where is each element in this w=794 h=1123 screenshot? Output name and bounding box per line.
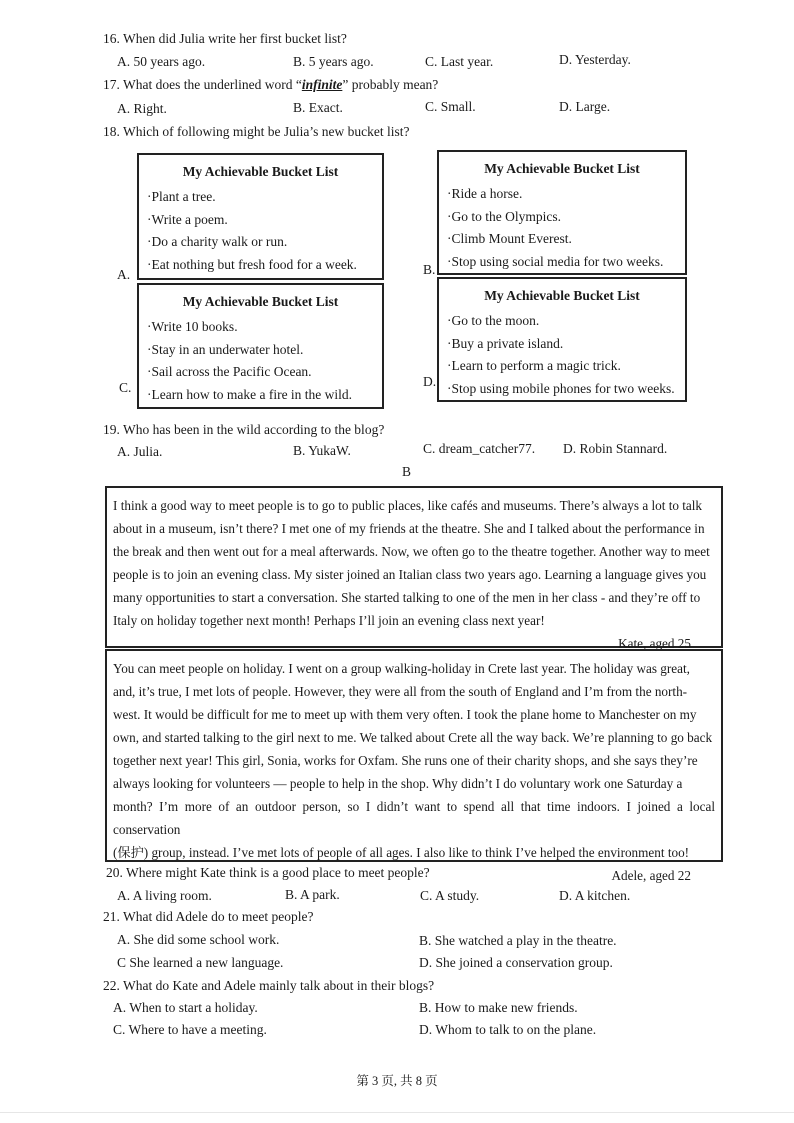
q17-stem-pre: 17. What does the underlined word “ bbox=[103, 77, 302, 92]
q17-option-c: C. Small. bbox=[425, 99, 476, 114]
bucket-list-d-title: My Achievable Bucket List bbox=[484, 288, 640, 303]
passage-adele-line: You can meet people on holiday. I went on a group walking-holiday in Crete last year. The holiday was great, bbox=[113, 661, 690, 676]
q22-stem: 22. What do Kate and Adele mainly talk about in their blogs? bbox=[103, 978, 435, 993]
q17-stem bbox=[103, 77, 438, 93]
passage-kate-line: people is to join an evening class. My sister joined an Italian class two years ago. Learning a language gives you bbox=[113, 567, 707, 582]
bucket-list-c bbox=[137, 283, 384, 409]
passage-adele-line: (保护) group, instead. I’ve met lots of people of all ages. I also like to think I’ve helped the environment too! bbox=[113, 845, 690, 860]
passage-kate bbox=[105, 486, 723, 651]
q17-stem-post: ” probably mean? bbox=[342, 77, 439, 92]
bucket-list-d bbox=[437, 277, 687, 402]
passage-kate-line: many opportunities to start a conversation. She started talking to one of the men in her class - and they’re off to bbox=[113, 590, 701, 605]
q22-option-d: D. Whom to talk to on the plane. bbox=[419, 1022, 597, 1037]
bucket-list-a-title: My Achievable Bucket List bbox=[182, 164, 339, 179]
q22-option-a: A. When to start a holiday. bbox=[113, 1000, 258, 1015]
bucket-list-d-letter: D. bbox=[423, 374, 437, 389]
q19-stem: 19. Who has been in the wild according to the blog? bbox=[103, 422, 385, 437]
q20-stem: 20. Where might Kate think is a good place to meet people? bbox=[106, 865, 430, 880]
bucket-list-b-item: ·Ride a horse. bbox=[447, 186, 523, 201]
bucket-list-c-item: ·Sail across the Pacific Ocean. bbox=[147, 364, 312, 379]
passage-adele-line: and, it’s true, I met lots of people. However, they were all from the south of England and I’m from the north- bbox=[113, 684, 688, 699]
bucket-list-d-item: ·Learn to perform a magic trick. bbox=[447, 358, 621, 373]
q20-option-a: A. A living room. bbox=[117, 888, 212, 903]
bucket-list-c-item: ·Stay in an underwater hotel. bbox=[147, 341, 304, 357]
q20-option-c: C. A study. bbox=[420, 888, 480, 903]
page-bottom-divider bbox=[0, 1112, 794, 1113]
passage-kate-line: about in a museum, isn’t there? I met one of my friends at the theatre. She and I talked about the performance in bbox=[113, 521, 705, 536]
section-b-heading: B bbox=[402, 464, 412, 479]
bucket-list-d-item: ·Buy a private island. bbox=[447, 335, 564, 351]
q19-option-a: A. Julia. bbox=[117, 444, 163, 459]
bucket-list-d-item: ·Go to the moon. bbox=[447, 313, 540, 328]
passage-adele-line: west. It would be difficult for me to meet up with them very often. I took the plane home to Manchester on my bbox=[113, 707, 697, 722]
bucket-list-b-item: ·Stop using social media for two weeks. bbox=[447, 253, 664, 269]
q16-stem: 16. When did Julia write her first bucket list? bbox=[103, 31, 347, 46]
q17-option-d: D. Large. bbox=[559, 99, 611, 114]
bucket-list-d-item: ·Stop using mobile phones for two weeks. bbox=[447, 380, 675, 396]
q16-option-b: B. 5 years ago. bbox=[293, 54, 374, 69]
bucket-list-b bbox=[437, 150, 687, 275]
bucket-list-a bbox=[137, 153, 384, 280]
passage-kate-line: the break and then went out for a meal afterwards. Now, we often go to the theatre together. Another way to meet bbox=[113, 544, 710, 559]
q21-option-a: A. She did some school work. bbox=[117, 932, 280, 947]
q21-option-d: D. She joined a conservation group. bbox=[419, 955, 613, 970]
q21-option-c: C She learned a new language. bbox=[117, 955, 284, 970]
q21-stem: 21. What did Adele do to meet people? bbox=[103, 909, 314, 924]
q19-option-d: D. Robin Stannard. bbox=[563, 441, 668, 456]
q17-option-b: B. Exact. bbox=[293, 100, 343, 115]
passage-adele-signature: Adele, aged 22 bbox=[611, 868, 691, 883]
q20-option-b: B. A park. bbox=[285, 887, 340, 902]
q21-option-b: B. She watched a play in the theatre. bbox=[419, 933, 617, 948]
bucket-list-b-letter: B. bbox=[423, 262, 436, 277]
bucket-list-a-item: ·Do a charity walk or run. bbox=[147, 234, 288, 249]
bucket-list-c-item: ·Learn how to make a fire in the wild. bbox=[147, 386, 353, 402]
bucket-list-b-item: ·Climb Mount Everest. bbox=[447, 231, 572, 246]
q18-stem: 18. Which of following might be Julia’s new bucket list? bbox=[103, 124, 410, 139]
q22-option-b: B. How to make new friends. bbox=[419, 1000, 578, 1015]
passage-kate-line: Italy on holiday together next month! Perhaps I’ll join an evening class next year! bbox=[113, 613, 545, 628]
bucket-list-a-item: ·Write a poem. bbox=[147, 211, 228, 227]
bucket-list-c-title: My Achievable Bucket List bbox=[182, 294, 339, 309]
passage-kate-line: I think a good way to meet people is to go to public places, like cafés and museums. There’s always a lot to talk bbox=[113, 498, 703, 513]
passage-kate-signature: Kate, aged 25 bbox=[618, 636, 691, 651]
q16-option-a: A. 50 years ago. bbox=[117, 54, 206, 69]
bucket-list-a-item: ·Plant a tree. bbox=[147, 189, 216, 204]
page-number-footer: 第 3 页, 共 8 页 bbox=[356, 1074, 438, 1088]
bucket-list-c-item: ·Write 10 books. bbox=[147, 319, 238, 334]
q17-option-a: A. Right. bbox=[117, 101, 167, 116]
bucket-list-b-item: ·Go to the Olympics. bbox=[447, 208, 561, 224]
passage-adele-line: month? I’m more of an outdoor person, so I didn’t want to spend all that time indoors. I joined a local conservation bbox=[113, 799, 715, 837]
q16-option-d: D. Yesterday. bbox=[559, 52, 631, 67]
bucket-list-b-title: My Achievable Bucket List bbox=[484, 161, 640, 176]
q22-option-c: C. Where to have a meeting. bbox=[113, 1022, 267, 1037]
q17-underlined-word: infinite bbox=[301, 77, 343, 92]
bucket-list-a-item: ·Eat nothing but fresh food for a week. bbox=[147, 256, 357, 272]
passage-adele-line: always looking for volunteers — people to help in the shop. Why didn’t I do voluntary work one Saturday a bbox=[113, 776, 683, 791]
q19-option-b: B. YukaW. bbox=[293, 443, 351, 458]
passage-adele-line: own, and started talking to the girl next to me. We talked about Crete all the way back. We’re planning to go back bbox=[113, 730, 713, 745]
passage-adele-line: together next year! This girl, Sonia, works for Oxfam. She runs one of their charity shops, and she says they’re bbox=[113, 753, 698, 768]
q16-option-c: C. Last year. bbox=[425, 54, 494, 69]
bucket-list-a-letter: A. bbox=[117, 267, 131, 282]
q20-option-d: D. A kitchen. bbox=[559, 888, 631, 903]
q19-option-c: C. dream_catcher77. bbox=[423, 441, 536, 456]
bucket-list-c-letter: C. bbox=[119, 380, 132, 395]
